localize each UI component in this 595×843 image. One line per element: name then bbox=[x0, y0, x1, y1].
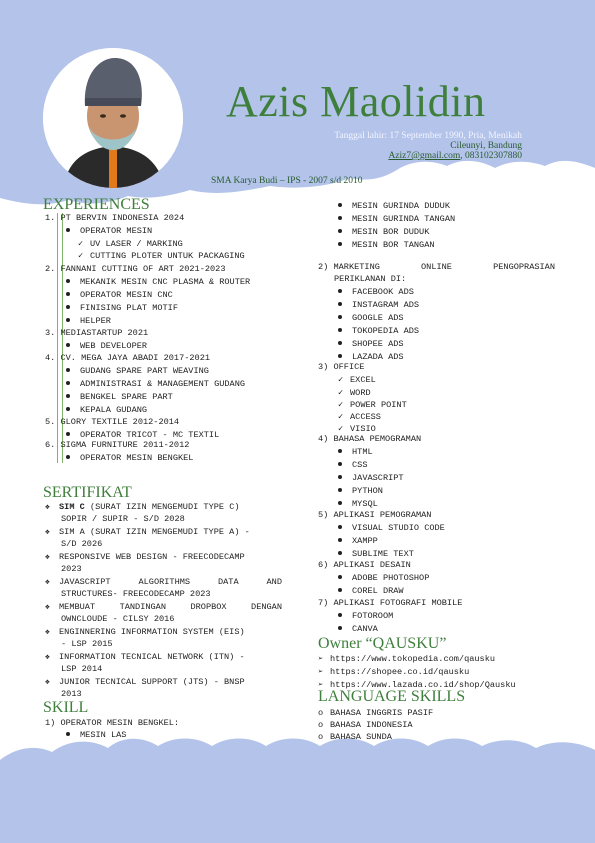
list-item: TOKOPEDIA ADS bbox=[338, 327, 419, 336]
candidate-name: Azis Maolidin bbox=[226, 77, 486, 126]
list-item: HELPER bbox=[66, 317, 111, 326]
list-item: o BAHASA INGGRIS PASIF bbox=[318, 708, 434, 718]
phone: , 083102307880 bbox=[460, 151, 522, 161]
list-item: MEKANIK MESIN CNC PLASMA & ROUTER bbox=[66, 278, 250, 287]
list-item: JAVASCRIPT bbox=[338, 474, 404, 483]
list-item: 2023 bbox=[61, 564, 82, 574]
list-item: LSP 2014 bbox=[61, 664, 103, 674]
list-item: 1. PT BERVIN INDONESIA 2024 bbox=[45, 213, 185, 223]
list-item: SHOPEE ADS bbox=[338, 340, 404, 349]
link-item[interactable]: ➢ https://www.lazada.co.id/shop/Qausku bbox=[318, 680, 516, 690]
list-item: FINISING PLAT MOTIF bbox=[66, 304, 178, 313]
list-item: SOPIR / SUPIR - S/D 2028 bbox=[61, 514, 185, 524]
list-item: FACEBOOK ADS bbox=[338, 288, 414, 297]
date-of-birth: Tanggal lahir: 17 September 1990, Pria, Menikah bbox=[334, 131, 522, 141]
list-item: ❖ ENGINNERING INFORMATION SYSTEM (EIS) bbox=[45, 627, 245, 637]
list-item: MESIN LAS bbox=[66, 731, 126, 740]
list-item: ✓ POWER POINT bbox=[338, 400, 407, 410]
list-item: ❖ SIM C (SURAT IZIN MENGEMUDI TYPE C) bbox=[45, 502, 240, 512]
list-item: S/D 2026 bbox=[61, 539, 103, 549]
list-item: 5) APLIKASI PEMOGRAMAN bbox=[318, 510, 432, 520]
list-item: VISUAL STUDIO CODE bbox=[338, 524, 445, 533]
list-item: ✓ WORD bbox=[338, 388, 371, 398]
list-item: KEPALA GUDANG bbox=[66, 406, 147, 415]
list-item: MESIN GURINDA TANGAN bbox=[338, 215, 455, 224]
list-item: 2. FANNANI CUTTING OF ART 2021-2023 bbox=[45, 264, 226, 274]
list-item: INSTAGRAM ADS bbox=[338, 301, 419, 310]
list-item: ✓ CUTTING PLOTER UNTUK PACKAGING bbox=[78, 251, 245, 261]
list-item: 3. MEDIASTARTUP 2021 bbox=[45, 328, 149, 338]
list-item: OPERATOR MESIN bbox=[66, 227, 152, 236]
list-item: 4) BAHASA PEMOGRAMAN bbox=[318, 434, 422, 444]
list-item: MYSQL bbox=[338, 500, 378, 509]
list-item: 1) OPERATOR MESIN BENGKEL: bbox=[45, 718, 180, 728]
list-item: 2013 bbox=[61, 689, 82, 699]
experiences-heading: EXPERIENCES bbox=[43, 196, 150, 213]
email-link[interactable]: Aziz7@gmail.com bbox=[388, 151, 461, 161]
list-item: MESIN BOR TANGAN bbox=[338, 241, 435, 250]
language-heading: LANGUAGE SKILLS bbox=[318, 688, 466, 705]
list-item: 4. CV. MEGA JAYA ABADI 2017-2021 bbox=[45, 353, 211, 363]
list-item: ✓ ACCESS bbox=[338, 412, 381, 422]
link-item[interactable]: ➢ https://www.tokopedia.com/qausku bbox=[318, 654, 496, 664]
list-item: FOTOROOM bbox=[338, 612, 393, 621]
list-item: o BAHASA SUNDA bbox=[318, 732, 392, 742]
list-item: 5. GLORY TEXTILE 2012-2014 bbox=[45, 417, 180, 427]
list-item: OPERATOR MESIN BENGKEL bbox=[66, 454, 193, 463]
list-item: CANVA bbox=[338, 625, 378, 634]
list-item: LAZADA ADS bbox=[338, 353, 404, 362]
link-item[interactable]: ➢ https://shopee.co.id/qausku bbox=[318, 667, 470, 677]
list-item: ❖ SIM A (SURAT IZIN MENGEMUDI TYPE A) - bbox=[45, 527, 250, 537]
list-item: OPERATOR MESIN CNC bbox=[66, 291, 173, 300]
footer-band bbox=[0, 739, 595, 843]
skill-heading: SKILL bbox=[43, 699, 89, 716]
list-item: ✓ VISIO bbox=[338, 424, 376, 434]
list-item: WEB DEVELOPER bbox=[66, 342, 147, 351]
list-item: SUBLIME TEXT bbox=[338, 550, 414, 559]
list-item: ❖ JAVASCRIPT ALGORITHMS DATA AND bbox=[45, 577, 282, 587]
list-item: COREL DRAW bbox=[338, 587, 404, 596]
list-item: OPERATOR TRICOT - MC TEXTIL bbox=[66, 431, 219, 440]
sertifikat-heading: SERTIFIKAT bbox=[43, 484, 132, 501]
list-item: - LSP 2015 bbox=[61, 639, 113, 649]
list-item: ✓ EXCEL bbox=[338, 375, 376, 385]
list-item: GOOGLE ADS bbox=[338, 314, 404, 323]
list-item: OWNCLOUDE - CILSY 2016 bbox=[61, 614, 175, 624]
list-item: PYTHON bbox=[338, 487, 383, 496]
contact-line bbox=[388, 151, 522, 161]
list-item: ❖ INFORMATION TECNICAL NETWORK (ITN) - bbox=[45, 652, 245, 662]
owner-heading: Owner “QAUSKU” bbox=[318, 635, 447, 652]
list-item: 6. SIGMA FURNITURE 2011-2012 bbox=[45, 440, 190, 450]
list-item: ❖ RESPONSIVE WEB DESIGN - FREECODECAMP bbox=[45, 552, 245, 562]
list-item: o BAHASA INDONESIA bbox=[318, 720, 413, 730]
list-item: 6) APLIKASI DESAIN bbox=[318, 560, 411, 570]
school-info: SMA Karya Budi – IPS - 2007 s/d 2010 bbox=[211, 176, 363, 186]
list-item: 2) MARKETING ONLINE PENGOPRASIAN bbox=[318, 262, 555, 272]
list-item: ❖ JUNIOR TECNICAL SUPPORT (JTS) - BNSP bbox=[45, 677, 245, 687]
list-item: XAMPP bbox=[338, 537, 378, 546]
list-item: 3) OFFICE bbox=[318, 362, 365, 372]
list-item: ✓ UV LASER / MARKING bbox=[78, 239, 183, 249]
list-item: CSS bbox=[338, 461, 367, 470]
list-item: HTML bbox=[338, 448, 373, 457]
list-item: MESIN BOR DUDUK bbox=[338, 228, 429, 237]
list-item: PERIKLANAN DI: bbox=[334, 274, 407, 284]
list-item: 7) APLIKASI FOTOGRAFI MOBILE bbox=[318, 598, 463, 608]
list-item: MESIN GURINDA DUDUK bbox=[338, 202, 450, 211]
list-item: ADOBE PHOTOSHOP bbox=[338, 574, 429, 583]
list-item: STRUCTURES- FREECODECAMP 2023 bbox=[61, 589, 211, 599]
list-item: BENGKEL SPARE PART bbox=[66, 393, 173, 402]
city: Cileunyi, Bandung bbox=[450, 141, 522, 151]
list-item: GUDANG SPARE PART WEAVING bbox=[66, 367, 209, 376]
profile-photo bbox=[43, 48, 183, 188]
list-item: ❖ MEMBUAT TANDINGAN DROPBOX DENGAN bbox=[45, 602, 282, 612]
list-item: ADMINISTRASI & MANAGEMENT GUDANG bbox=[66, 380, 245, 389]
